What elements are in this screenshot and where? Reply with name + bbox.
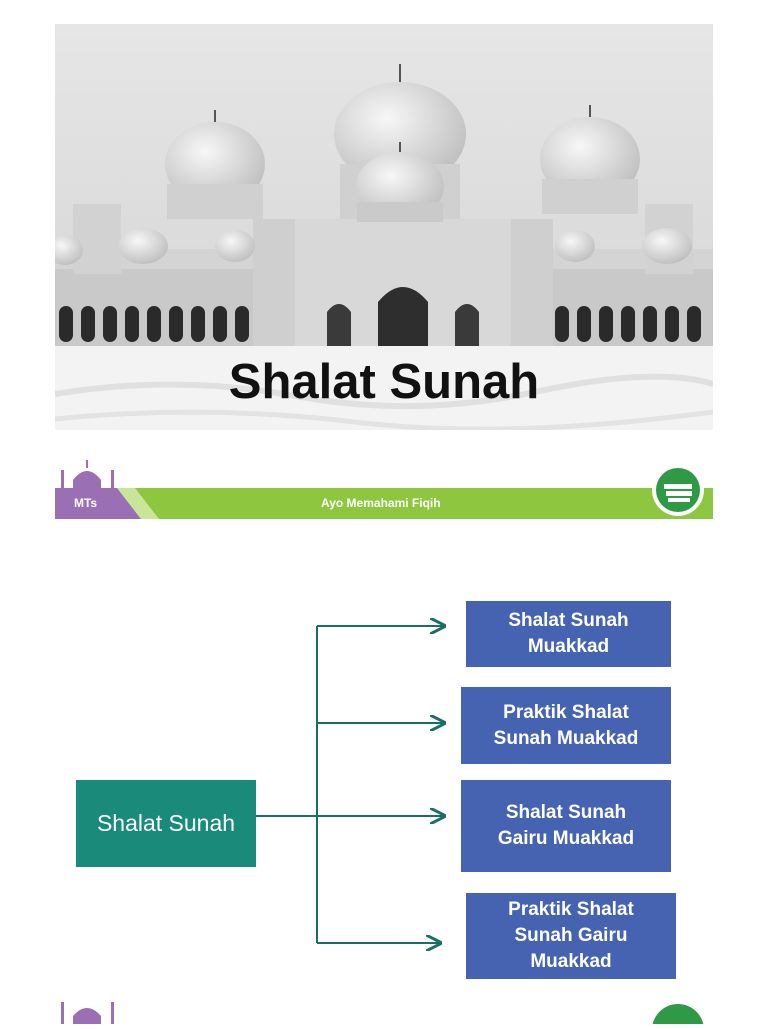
title-slide [55,24,713,430]
child-node-1 [466,601,671,667]
book-stack-icon [652,1004,704,1024]
child-node-4-line3: Muakkad [530,951,612,972]
mts-badge: MTs [74,496,98,510]
child-node-1-line2: Muakkad [527,636,610,657]
child-node-4-line2: Sunah Gairu [514,925,628,946]
child-node-3 [461,780,671,872]
footer-title: Ayo Memahami Fiqih [321,496,441,510]
slide-footer [55,452,713,519]
child-node-1-line1: Shalat Sunah [508,610,629,631]
mosque-silhouette-icon [61,460,114,490]
next-slide-footer [55,996,713,1024]
child-node-4 [466,893,676,979]
child-node-2-line1: Praktik Shalat [503,701,629,723]
root-node [76,780,256,867]
child-node-2-line2: Sunah Muakkad [493,727,639,749]
child-node-3-line1: Shalat Sunah [505,802,627,823]
mosque-silhouette-icon [61,1002,114,1024]
child-node-2 [461,687,671,764]
book-stack-icon [652,464,704,516]
child-node-4-line1: Praktik Shalat [508,899,634,920]
child-node-3-line2: Gairu Muakkad [497,828,635,849]
slide-title: Shalat Sunah [228,355,540,409]
diagram-slide [0,560,768,1000]
root-node-label: Shalat Sunah [96,810,236,836]
